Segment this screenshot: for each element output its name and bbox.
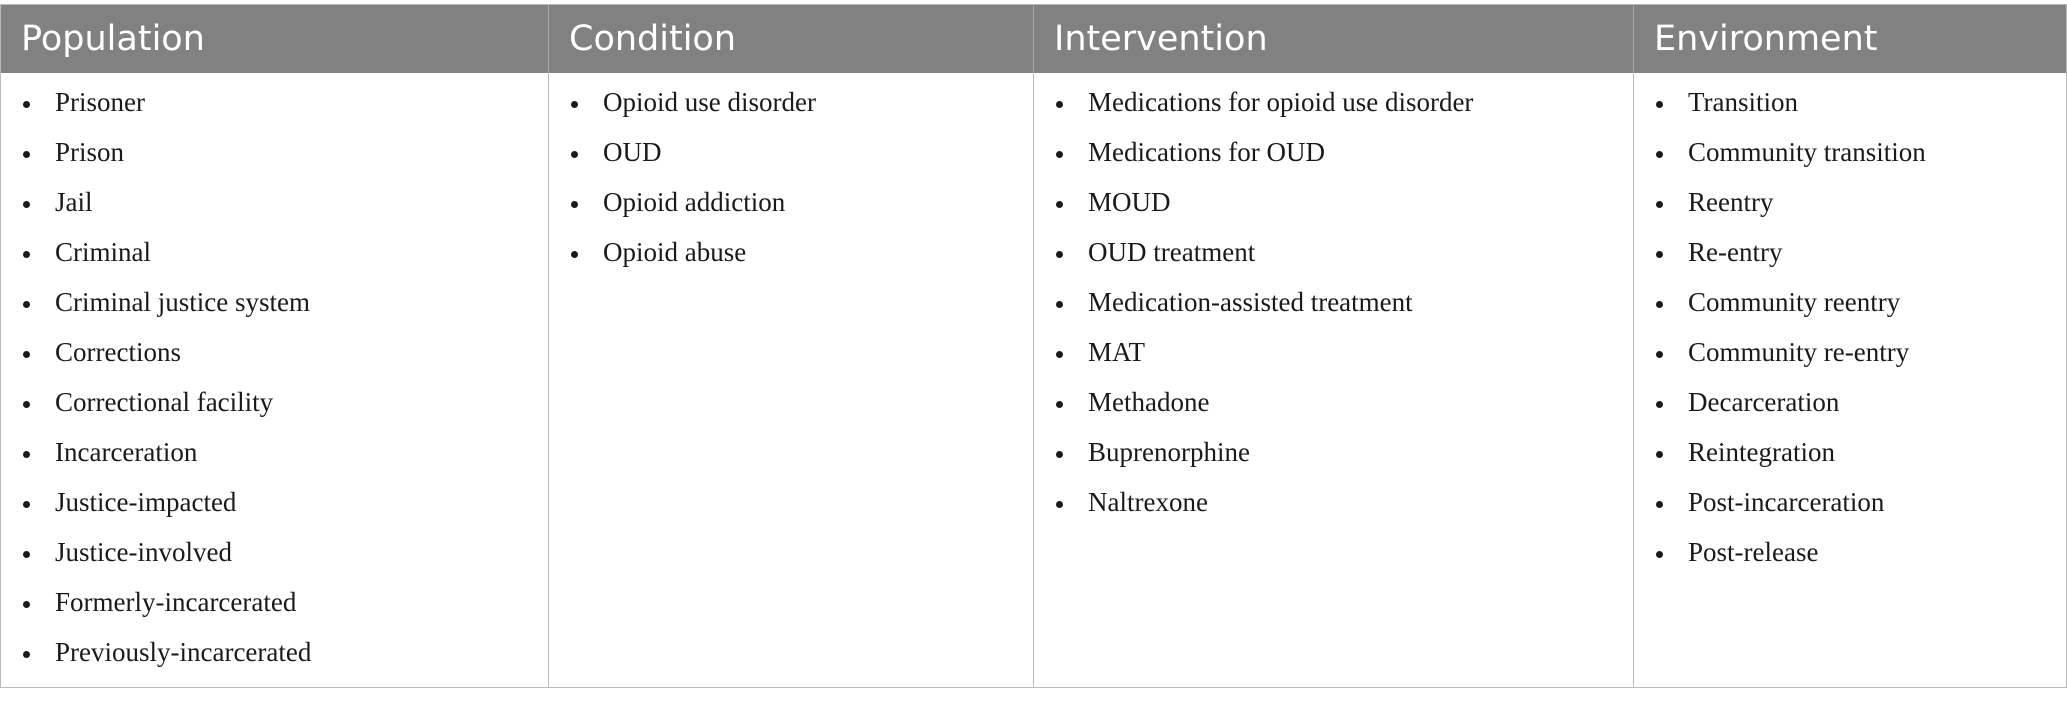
term-list-item: OUD treatment [1034,237,1633,287]
term-list-item: Reintegration [1634,437,2066,487]
term-list-item: MAT [1034,337,1633,387]
term-list-item: Medications for opioid use disorder [1034,87,1633,137]
term-list-item: Reentry [1634,187,2066,237]
term-list-item: Opioid use disorder [549,87,1033,137]
term-list-item: Justice-impacted [1,487,548,537]
term-list-item: Correctional facility [1,387,548,437]
term-list-item: Justice-involved [1,537,548,587]
term-list-item: Methadone [1034,387,1633,437]
body-row [1,73,2067,688]
condition-term-list [549,73,1033,287]
term-list-item: MOUD [1034,187,1633,237]
condition-cell [549,73,1034,688]
search-terms-table [0,4,2067,688]
term-list-item: Community re-entry [1634,337,2066,387]
term-list-item: Prison [1,137,548,187]
column-header-population: Population [1,5,549,73]
term-list-item: Transition [1634,87,2066,137]
term-list-item: Jail [1,187,548,237]
term-list-item: Criminal [1,237,548,287]
column-header-environment: Environment [1634,5,2067,73]
term-list-item: Opioid abuse [549,237,1033,287]
term-list-item: Criminal justice system [1,287,548,337]
term-list-item: Previously-incarcerated [1,637,548,687]
column-header-condition: Condition [549,5,1034,73]
intervention-term-list [1034,73,1633,537]
population-cell [1,73,549,688]
header-row [1,5,2067,73]
population-term-list [1,73,548,687]
column-header-intervention: Intervention [1034,5,1634,73]
term-list-item: Prisoner [1,87,548,137]
term-list-item: Decarceration [1634,387,2066,437]
term-list-item: Incarceration [1,437,548,487]
term-list-item: Community reentry [1634,287,2066,337]
term-list-item: Post-release [1634,537,2066,587]
term-list-item: Naltrexone [1034,487,1633,537]
term-list-item: Opioid addiction [549,187,1033,237]
term-list-item: Re-entry [1634,237,2066,287]
term-list-item: Community transition [1634,137,2066,187]
environment-cell [1634,73,2067,688]
term-list-item: Post-incarceration [1634,487,2066,537]
environment-term-list [1634,73,2066,587]
term-list-item: Formerly-incarcerated [1,587,548,637]
intervention-cell [1034,73,1634,688]
term-list-item: Buprenorphine [1034,437,1633,487]
term-list-item: OUD [549,137,1033,187]
term-list-item: Medication-assisted treatment [1034,287,1633,337]
term-list-item: Corrections [1,337,548,387]
term-list-item: Medications for OUD [1034,137,1633,187]
